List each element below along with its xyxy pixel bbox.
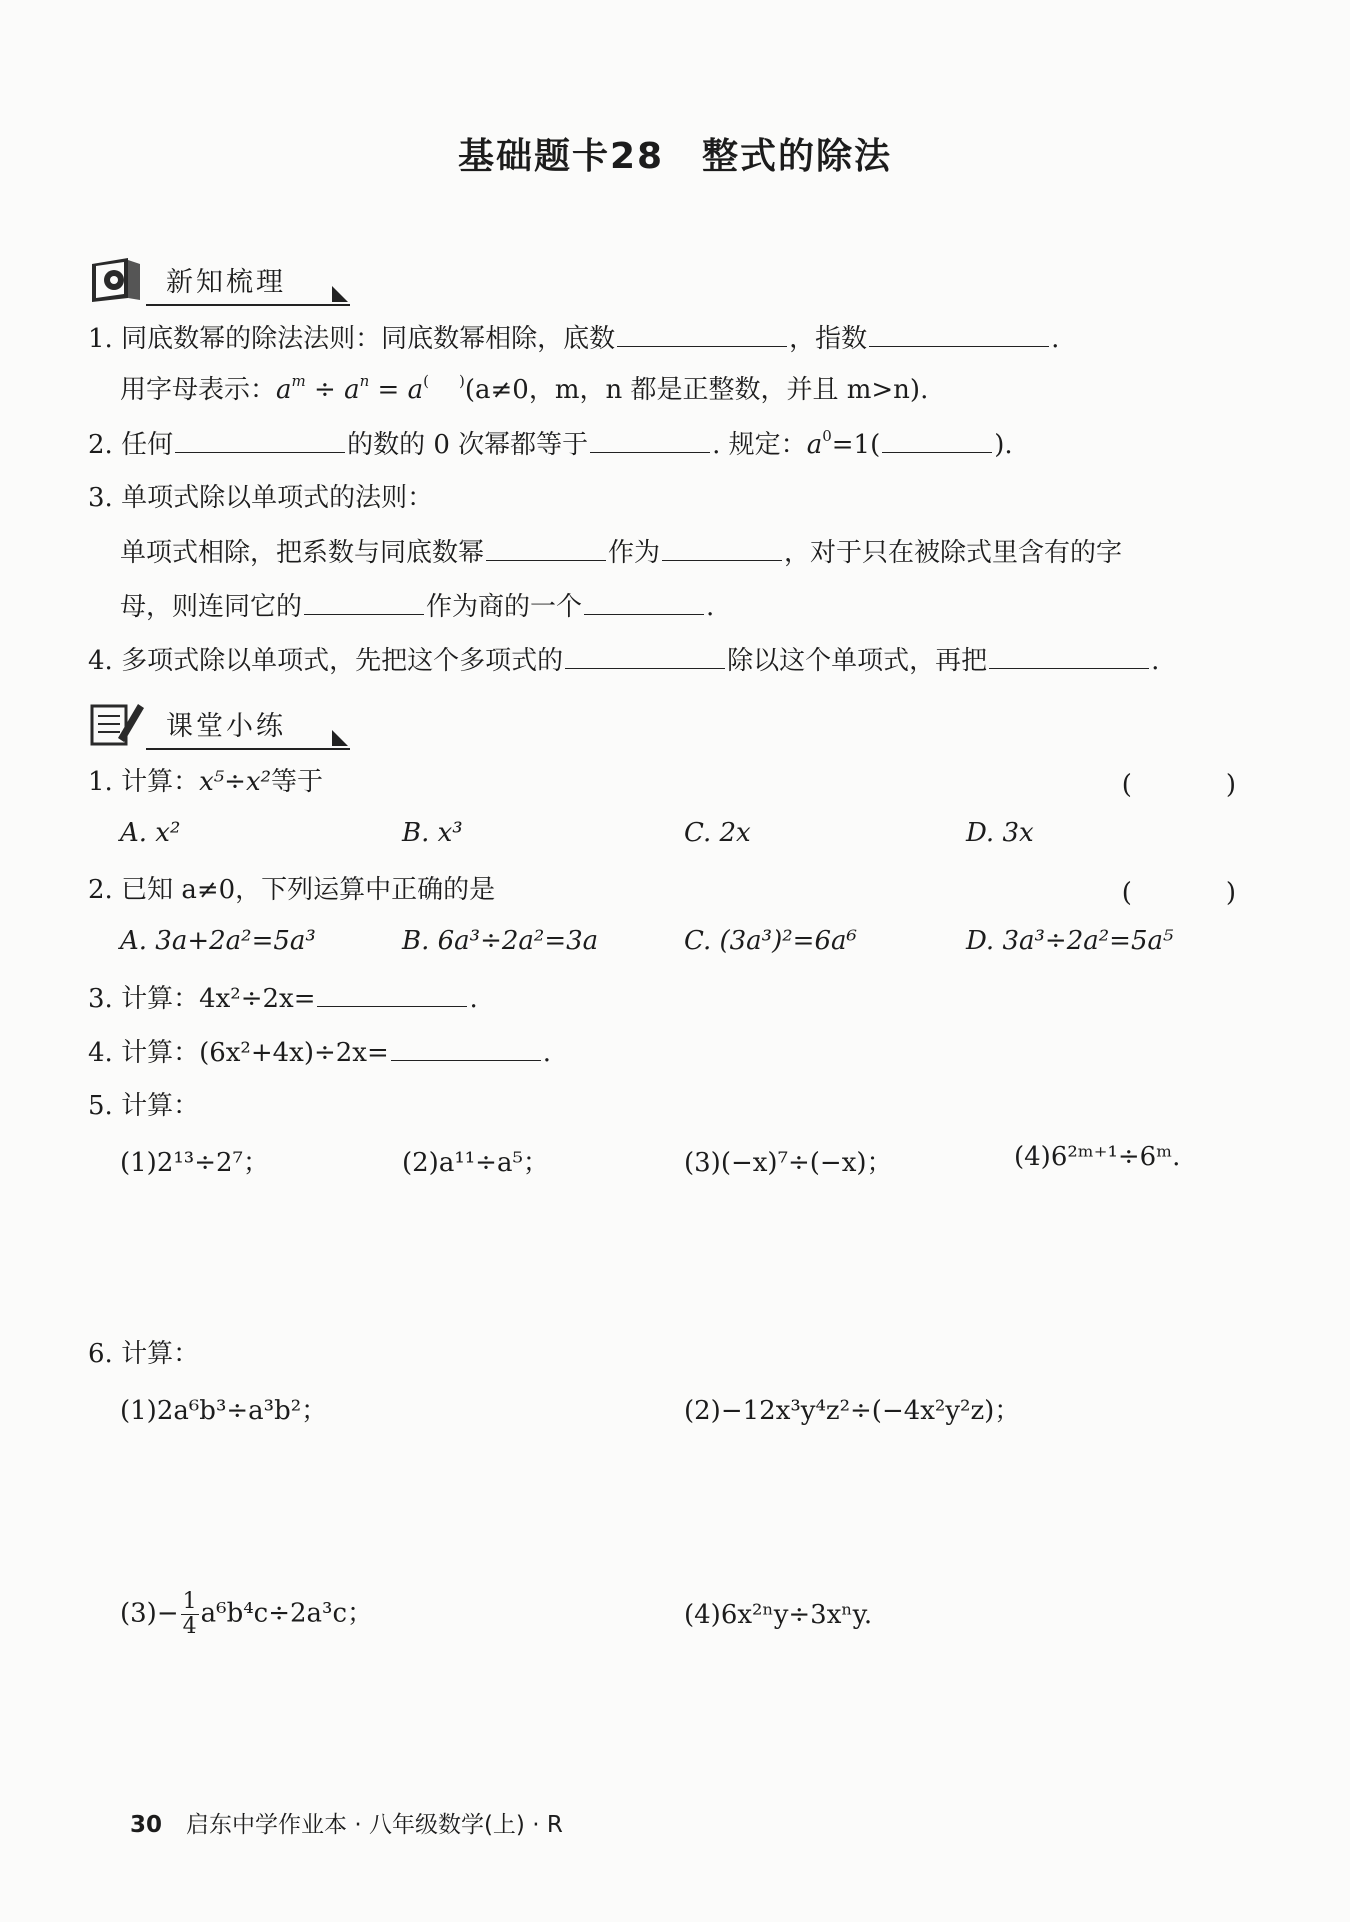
option-d[interactable]: D. 3a³÷2a²=5a⁵ [966, 926, 1174, 956]
book-title: 启东中学作业本 · 八年级数学(上) · R [186, 1812, 563, 1838]
answer-blank[interactable] [565, 642, 725, 669]
option-d[interactable]: D. 3x [966, 818, 1034, 848]
notebook-pencil-icon [88, 698, 146, 748]
practice-q5: 5. 计算： [88, 1091, 200, 1121]
answer-blank[interactable] [304, 588, 424, 615]
option-a[interactable]: A. x² [120, 818, 181, 848]
knowledge-q4: 4. 多项式除以单项式，先把这个多项式的 除以这个单项式，再把 . [88, 642, 1310, 679]
option-a[interactable]: A. 3a+2a²=5a³ [120, 926, 316, 956]
knowledge-q1: 1. 同底数幂的除法法则：同底数幂相除，底数 ，指数 . [88, 320, 1310, 357]
knowledge-q3-line2: 母，则连同它的 作为商的一个 . [120, 588, 1310, 625]
section-header-practice [88, 696, 358, 752]
q5-item-4: (4)6²ᵐ⁺¹÷6ᵐ. [1014, 1142, 1181, 1172]
answer-blank[interactable] [617, 320, 787, 347]
practice-q1: 1. 计算：x⁵÷x²等于 [88, 767, 324, 797]
q6-item-3: (3)− $\frac{1}{4}$ a⁶b⁴c÷2a³c； [120, 1589, 374, 1639]
practice-q2: 2. 已知 a≠0，下列运算中正确的是 [88, 875, 496, 905]
practice-q3: 3. 计算：4x²÷2x= . [88, 980, 1310, 1017]
answer-paren[interactable]: ( ) [1121, 878, 1270, 908]
section-label: 课堂小练 [166, 711, 286, 742]
practice-q6: 6. 计算： [88, 1339, 200, 1369]
section-header-knowledge [88, 252, 358, 308]
answer-blank[interactable] [869, 320, 1049, 347]
answer-blank[interactable] [882, 426, 992, 453]
option-b[interactable]: B. x³ [402, 818, 463, 848]
answer-blank[interactable] [662, 534, 782, 561]
option-c[interactable]: C. (3a³)²=6a⁶ [684, 926, 857, 956]
knowledge-q1-formula: 用字母表示：$a^m \div a^n = a^{( )}(a\ne 0$，m，n 都是正整数，并且 m>n). [120, 372, 929, 405]
page-title: 基础题卡28 整式的除法 [457, 136, 893, 177]
answer-blank[interactable] [391, 1034, 541, 1061]
knowledge-q2: 2. 任何 的数的 0 次幂都等于 . 规定：$a^0=1$( ). [88, 427, 1013, 460]
book-eye-icon [88, 254, 146, 304]
q6-item-4: (4)6x²ⁿy÷3xⁿy. [684, 1600, 873, 1630]
q5-item-1: (1)2¹³÷2⁷； [120, 1148, 269, 1178]
q5-item-2: (2)a¹¹÷a⁵； [402, 1148, 549, 1178]
option-c[interactable]: C. 2x [684, 818, 751, 848]
q5-item-3: (3)(−x)⁷÷(−x)； [684, 1148, 893, 1178]
practice-q4: 4. 计算：(6x²+4x)÷2x= . [88, 1034, 1310, 1071]
knowledge-q3-title: 3. 单项式除以单项式的法则： [88, 483, 434, 513]
answer-blank[interactable] [317, 980, 467, 1007]
fraction: $\frac{1}{4}$ [182, 1589, 197, 1639]
answer-blank[interactable] [584, 588, 704, 615]
page-number: 30 [130, 1812, 163, 1838]
q6-item-2: (2)−12x³y⁴z²÷(−4x²y²z)； [684, 1396, 1021, 1426]
answer-blank[interactable] [590, 426, 710, 453]
answer-blank[interactable] [486, 534, 606, 561]
q6-item-1: (1)2a⁶b³÷a³b²； [120, 1396, 328, 1426]
answer-blank[interactable] [175, 426, 345, 453]
section-label: 新知梳理 [166, 267, 286, 298]
answer-paren[interactable]: ( ) [1121, 770, 1270, 800]
page-footer [130, 1806, 563, 1839]
option-b[interactable]: B. 6a³÷2a²=3a [402, 926, 599, 956]
knowledge-q3-line1: 单项式相除，把系数与同底数幂 作为 ，对于只在被除式里含有的字 [120, 534, 1310, 571]
answer-blank[interactable] [989, 642, 1149, 669]
